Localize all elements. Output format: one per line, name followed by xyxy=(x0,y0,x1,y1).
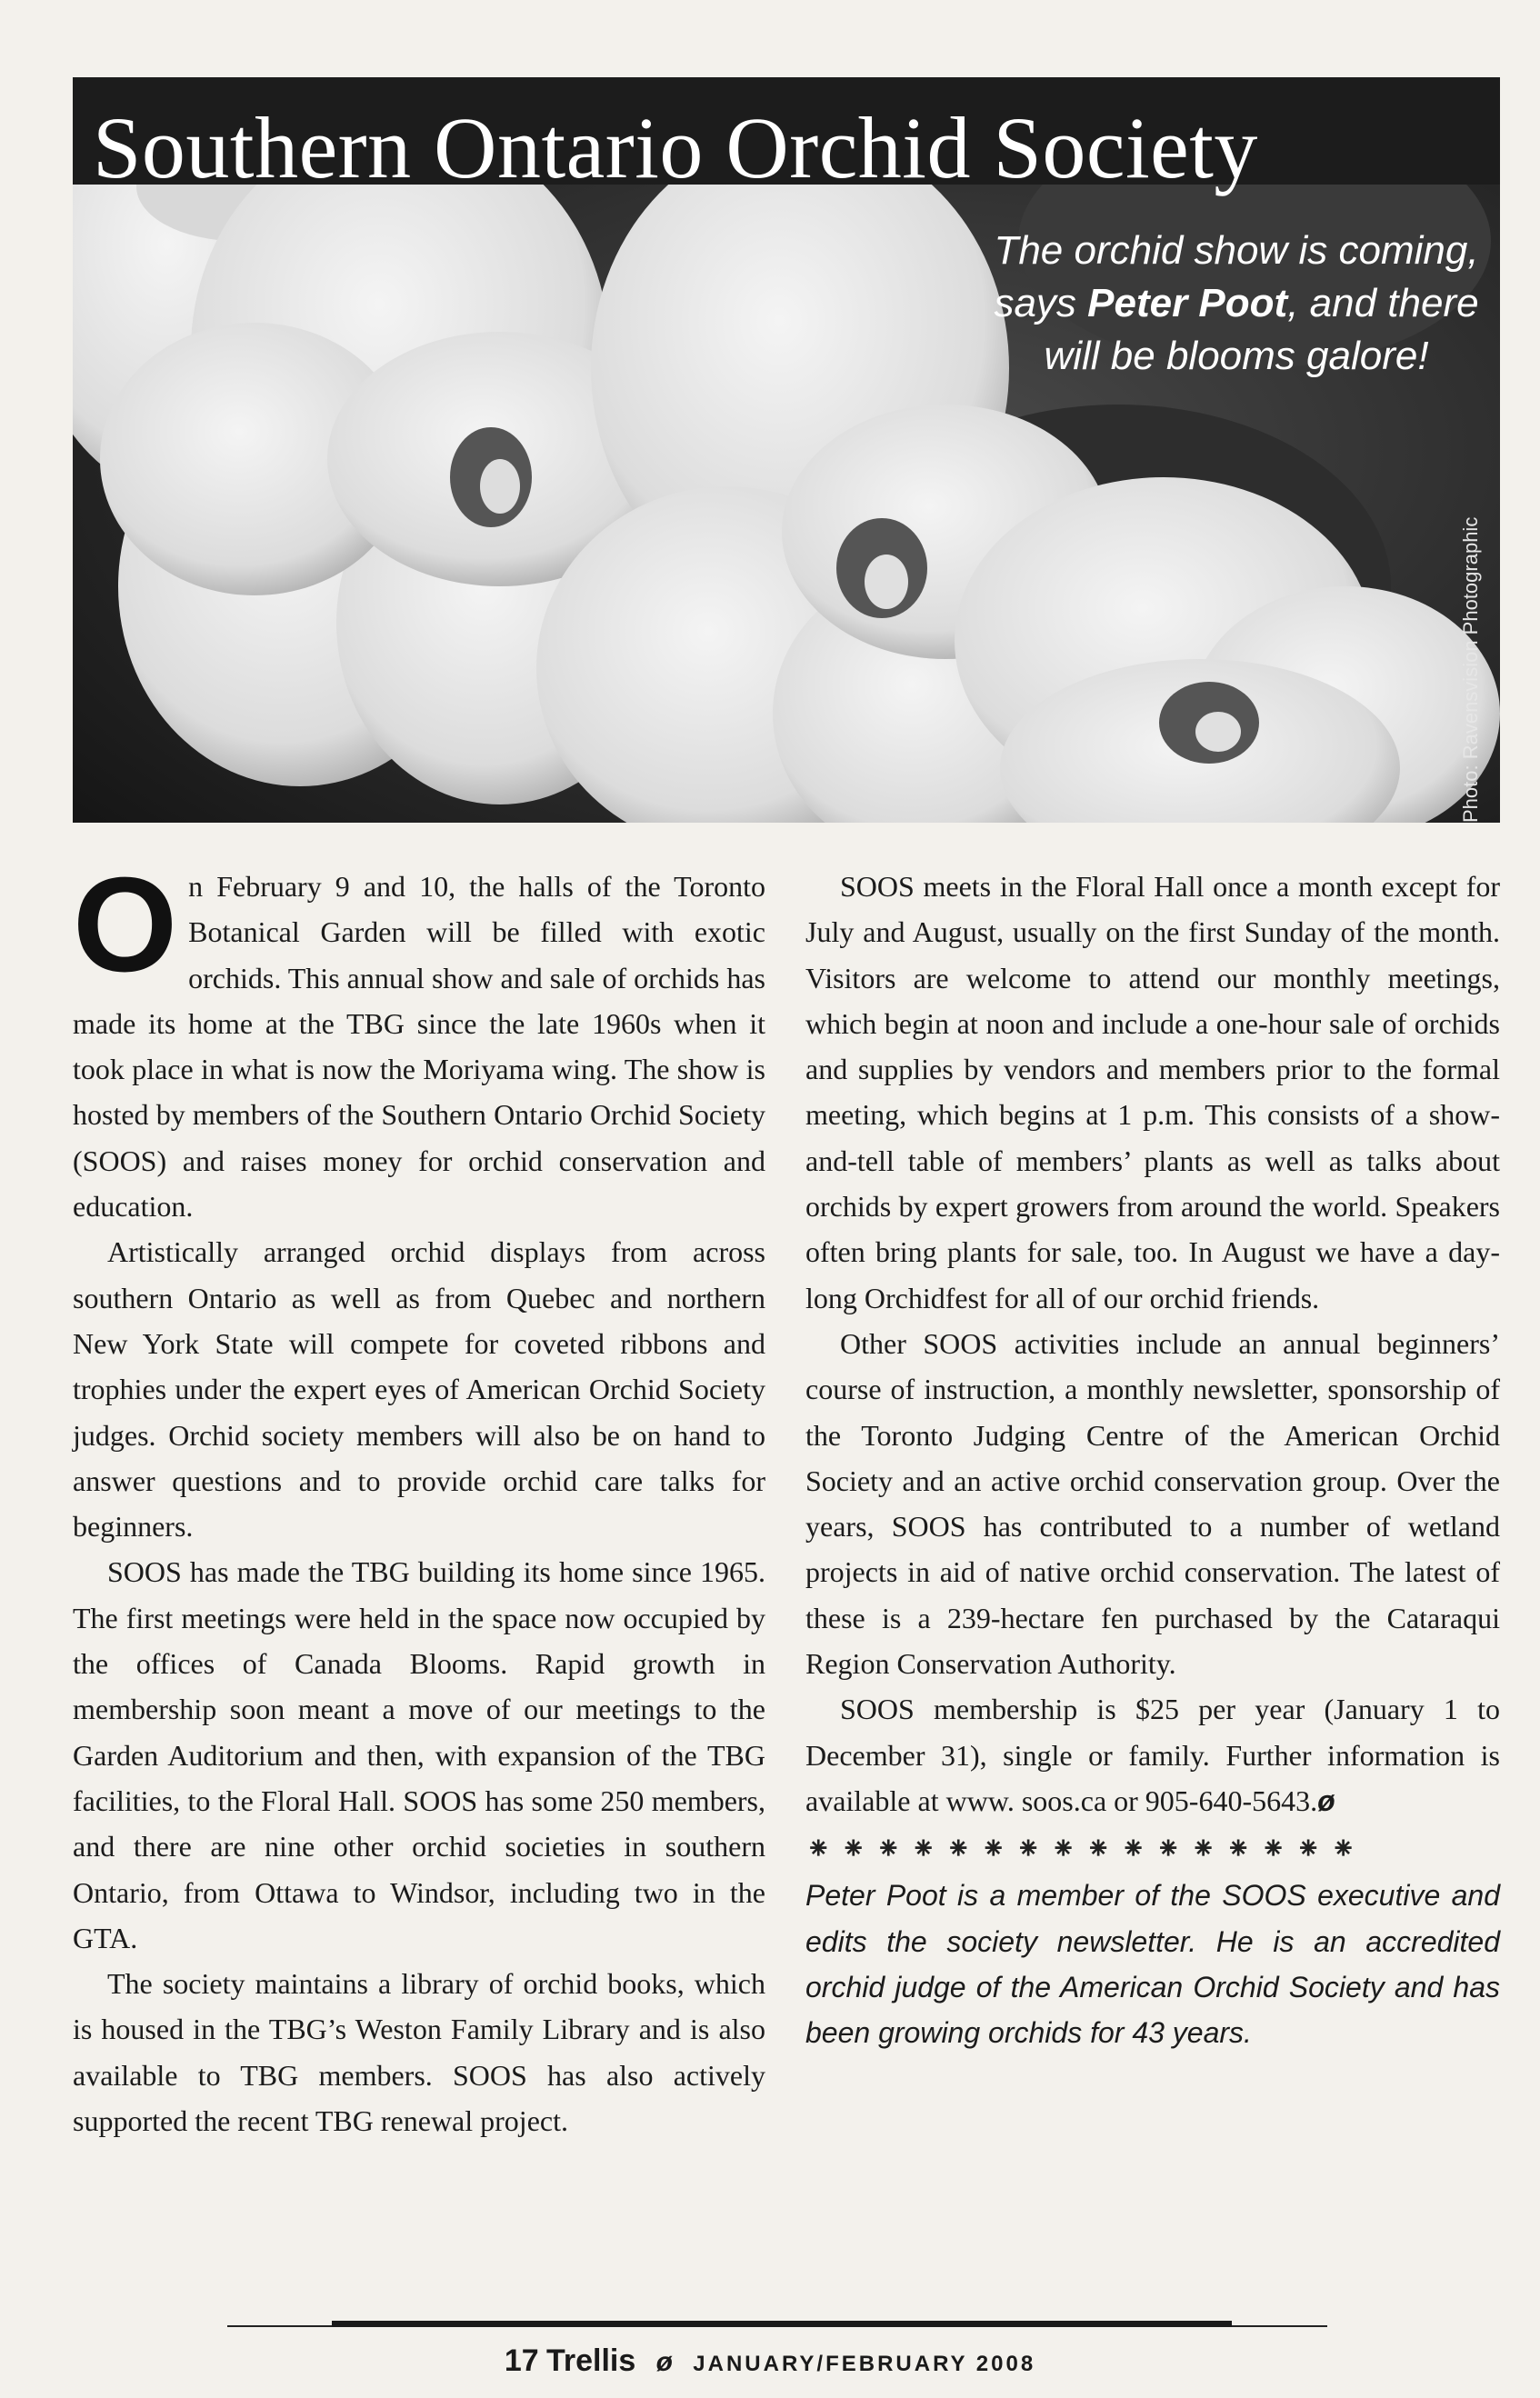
subtitle-tail: , and there will be blooms galore! xyxy=(1044,281,1479,378)
issue-date: JANUARY/FEBRUARY 2008 xyxy=(693,2352,1036,2376)
paragraph: Artistically arranged orchid displays from across southern Ontario as well as from Quebec and northern New York State will compete for coveted ribbons and trophies under the expert eyes of American Orchid Society judges. Orchid society members will also be on hand to answer questions and to provide orchid care talks for beginners. xyxy=(73,1235,765,1544)
author-bio: Peter Poot is a member of the SOOS executive and edits the society newsletter. He is an accredited orchid judge of the American Orchid Society and has been growing orchids for 43 years. xyxy=(805,1879,1500,2050)
subtitle xyxy=(982,225,1491,383)
ornament-divider: ⁕⁕⁕⁕⁕⁕⁕⁕⁕⁕⁕⁕⁕⁕⁕⁕ xyxy=(805,1833,1365,1867)
drop-cap: O xyxy=(73,850,178,1000)
paragraph-text: n February 9 and 10, the halls of the Toronto Botanical Garden will be filled with exotic orchids. This annual show and sale of orchids has made its home at the TBG since the late 1960s when it took place in what is now the Moriyama wing. The show is hosted by members of the Southern Ontario Orchid Society (SOOS) and raises money for orchid conservation and education. xyxy=(73,870,765,1224)
subtitle-lead: The orchid show is coming, says xyxy=(994,228,1479,325)
page-number: 17 xyxy=(504,2343,539,2378)
subtitle-author: Peter Poot xyxy=(1087,281,1288,325)
paragraph xyxy=(805,1686,1500,1823)
article-column-left xyxy=(73,850,765,2143)
footer xyxy=(0,2343,1540,2379)
end-mark-icon: ø xyxy=(1317,1784,1335,1817)
paragraph: The society maintains a library of orchid books, which is housed in the TBG’s Weston Family Library and is also available to TBG members. SOOS has also actively supported the recent TBG renewal project. xyxy=(73,1967,765,2138)
header-photo-block xyxy=(73,77,1500,823)
paragraph: Other SOOS activities include an annual beginners’ course of instruction, a monthly newsletter, sponsorship of the Toronto Judging Centre of the American Orchid Society and an active orchid conservation group. Over the years, SOOS has contributed to a number of wetland projects in aid of native orchid conservation. The latest of these is a 239-hectare fen purchased by the Cataraqui Region Conservation Authority. xyxy=(805,1326,1500,1681)
page-title: Southern Ontario Orchid Society xyxy=(93,99,1258,196)
paragraph-text: SOOS membership is $25 per year (January 1 to December 31), single or family. Further information is available at www. soos.ca or 905-640-5643. xyxy=(805,1693,1500,1817)
article-column-right xyxy=(805,864,1500,2055)
paragraph: SOOS meets in the Floral Hall once a month except for July and August, usually on the first Sunday of the month. Visitors are welcome to attend our monthly meetings, which begin at noon and include a one-hour sale of orchids and supplies by vendors and members prior to the formal meeting, which begins at 1 p.m. This consists of a show-and-tell table of members’ plants as well as talks about orchids by expert growers from around the world. Speakers often bring plants for sale, too. In August we have a day-long Orchidfest for all of our orchid friends. xyxy=(805,870,1500,1314)
paragraph: SOOS has made the TBG building its home since 1965. The first meetings were held in the space now occupied by the offices of Canada Blooms. Rapid growth in membership soon meant a move of our meetings to the Garden Auditorium and then, with expansion of the TBG facilities, to the Floral Hall. SOOS has some 250 members, and there are nine other orchid societies in southern Ontario, from Ottawa to Windsor, including two in the GTA. xyxy=(73,1555,765,1954)
paragraph xyxy=(73,850,765,1229)
photo-credit: Photo: Ravensvision Photographic xyxy=(1459,516,1482,823)
trellis-logo-icon: ø xyxy=(655,2347,673,2377)
publication-name: Trellis xyxy=(546,2343,636,2378)
footer-rule-thick xyxy=(332,2321,1232,2327)
